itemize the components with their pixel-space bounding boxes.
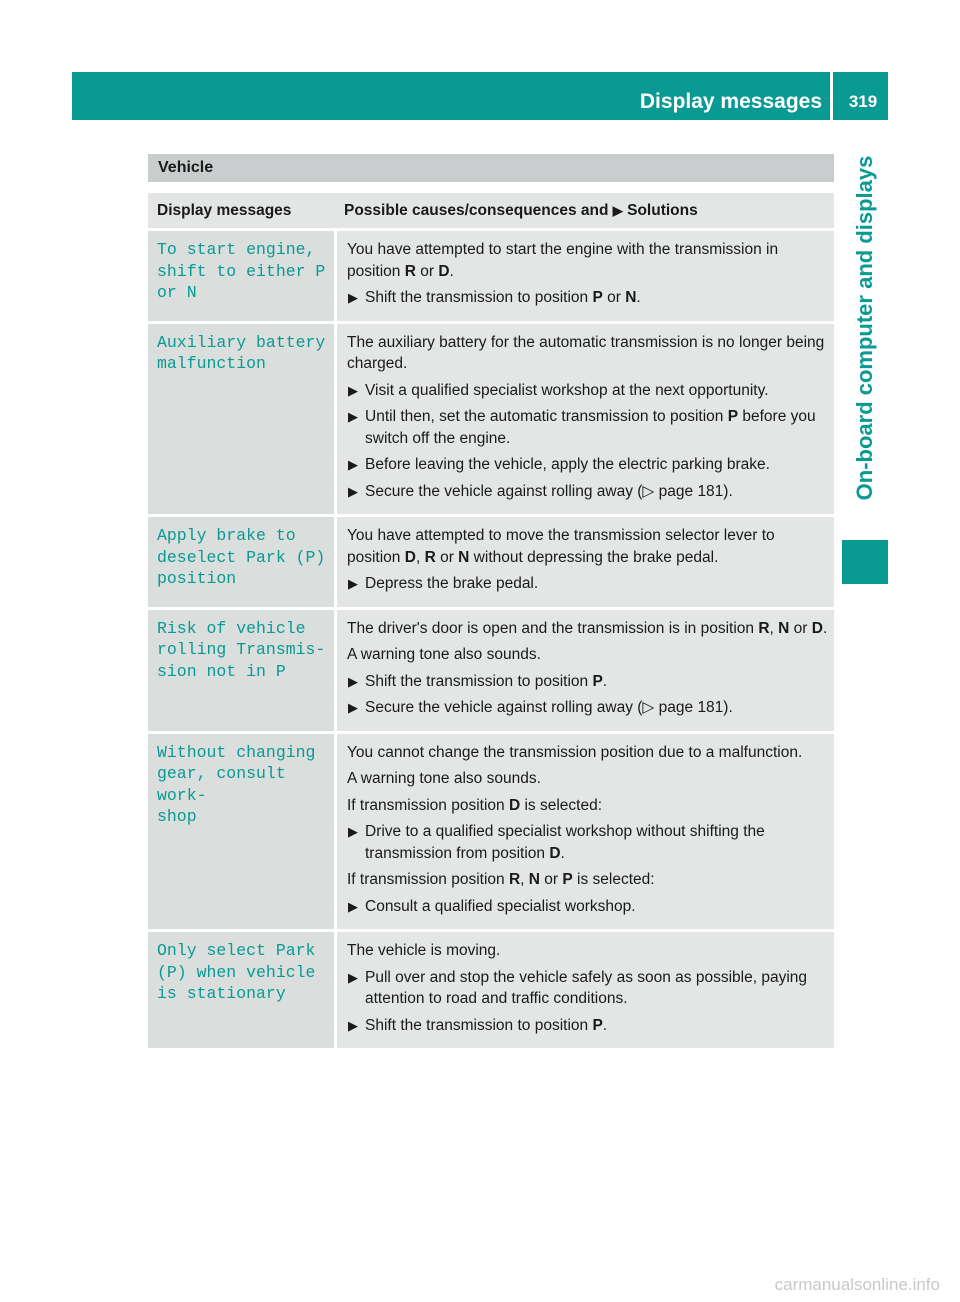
side-tab-label: On-board computer and displays	[852, 155, 877, 501]
line-text: You have attempted to move the transmission selector lever to position D, R or N without depressing the brake pedal.	[347, 527, 775, 566]
line-text: If transmission position D is selected:	[347, 796, 603, 814]
cause-solution-cell	[334, 324, 834, 515]
cause-solution-cell	[334, 231, 834, 321]
section-title: Vehicle	[158, 159, 214, 176]
arrow-icon: ▶	[348, 409, 358, 424]
arrow-icon: ▶	[348, 673, 358, 689]
section-header	[148, 154, 834, 182]
display-message: Only select Park (P) when vehicle is stationary	[148, 932, 334, 1048]
display-message: Without changing gear, consult work‐ shop	[148, 734, 334, 930]
column-header-causes-label: Possible causes/consequences and	[344, 202, 609, 219]
line-text: You cannot change the transmission position due to a malfunction.	[347, 743, 803, 761]
table-row	[148, 610, 834, 731]
column-header-display: Display messages	[148, 193, 334, 228]
display-message: Auxiliary battery malfunction	[148, 324, 334, 515]
arrow-icon: ▶	[348, 457, 358, 472]
cause-text	[347, 869, 828, 891]
page-title: Display messages	[639, 90, 822, 113]
column-header-solutions-label: Solutions	[627, 202, 698, 219]
line-text: The auxiliary battery for the automatic transmission is no longer being charged.	[347, 333, 825, 372]
solution-step	[347, 287, 828, 309]
line-text: Depress the brake pedal.	[365, 575, 539, 592]
line-text: You have attempted to start the engine with the transmission in position R or D.	[347, 241, 779, 280]
solution-step	[347, 967, 828, 1010]
line-text: The vehicle is moving.	[347, 942, 501, 959]
cause-text	[347, 644, 828, 666]
line-text: If transmission position R, N or P is selected:	[347, 871, 655, 888]
line-text: Consult a qualified specialist workshop.	[365, 897, 636, 915]
line-text: A warning tone also sounds.	[347, 770, 541, 787]
line-text: Secure the vehicle against rolling away (▷ page 181).	[365, 482, 733, 500]
line-text: Shift the transmission to position P.	[365, 1016, 608, 1034]
arrow-icon: ▶	[348, 576, 358, 591]
solution-step	[347, 671, 828, 693]
header-divider	[830, 72, 833, 120]
line-text: Shift the transmission to position P.	[365, 672, 608, 690]
line-text: Pull over and stop the vehicle safely as soon as possible, paying attention to road and traffic conditions.	[365, 968, 808, 1007]
watermark: carmanualsonline.info	[774, 1275, 940, 1294]
solution-step	[347, 380, 828, 402]
solution-step	[347, 821, 828, 864]
arrow-icon: ▶	[348, 700, 358, 715]
line-text: Before leaving the vehicle, apply the electric parking brake.	[365, 456, 770, 473]
solution-step	[347, 406, 828, 449]
cause-solution-cell	[334, 517, 834, 607]
solution-step	[347, 896, 828, 918]
arrow-icon: ▶	[348, 824, 358, 839]
display-message: To start engine, shift to either P or N	[148, 231, 334, 321]
cause-text	[347, 239, 828, 282]
cause-text	[347, 332, 828, 375]
cause-text	[347, 940, 828, 962]
solution-step	[347, 573, 828, 595]
cause-text	[347, 768, 828, 790]
display-message: Apply brake to deselect Park (P) position	[148, 517, 334, 607]
side-tab-marker	[842, 540, 888, 584]
page-number: 319	[848, 92, 878, 111]
arrow-icon: ▶	[348, 898, 358, 914]
cause-text	[347, 525, 828, 568]
solution-step	[347, 454, 828, 476]
solution-step	[347, 481, 828, 503]
solution-step	[347, 1015, 828, 1037]
arrow-icon: ▶	[348, 483, 358, 499]
side-tab	[848, 128, 882, 528]
arrow-icon: ▶	[348, 969, 358, 985]
arrow-icon: ▶	[348, 1017, 358, 1033]
line-text: A warning tone also sounds.	[347, 646, 541, 663]
column-header-causes	[334, 193, 834, 228]
display-message: Risk of vehicle rolling Transmis‐ sion not in P	[148, 610, 334, 731]
line-text: Until then, set the automatic transmission to position P before you switch off the engine.	[365, 408, 816, 447]
solution-step	[347, 697, 828, 719]
line-text: Shift the transmission to position P or N.	[365, 289, 641, 306]
cause-text	[347, 618, 828, 640]
line-text: Drive to a qualified specialist workshop without shifting the transmission from position D.	[365, 823, 765, 862]
display-messages-table	[148, 190, 834, 1051]
line-text: Visit a qualified specialist workshop at the next opportunity.	[365, 381, 769, 399]
table-header-row	[148, 193, 834, 228]
table-row	[148, 734, 834, 930]
cause-solution-cell	[334, 610, 834, 731]
cause-solution-cell	[334, 932, 834, 1048]
arrow-icon: ▶	[348, 382, 358, 398]
table-row	[148, 324, 834, 515]
cause-solution-cell	[334, 734, 834, 930]
table-row	[148, 231, 834, 321]
arrow-icon: ▶	[612, 203, 623, 218]
arrow-icon: ▶	[348, 290, 358, 305]
cause-text	[347, 795, 828, 817]
table-row	[148, 517, 834, 607]
table-row	[148, 932, 834, 1048]
line-text: The driver's door is open and the transmission is in position R, N or D.	[347, 619, 828, 637]
line-text: Secure the vehicle against rolling away (▷ page 181).	[365, 699, 733, 716]
cause-text	[347, 742, 828, 764]
